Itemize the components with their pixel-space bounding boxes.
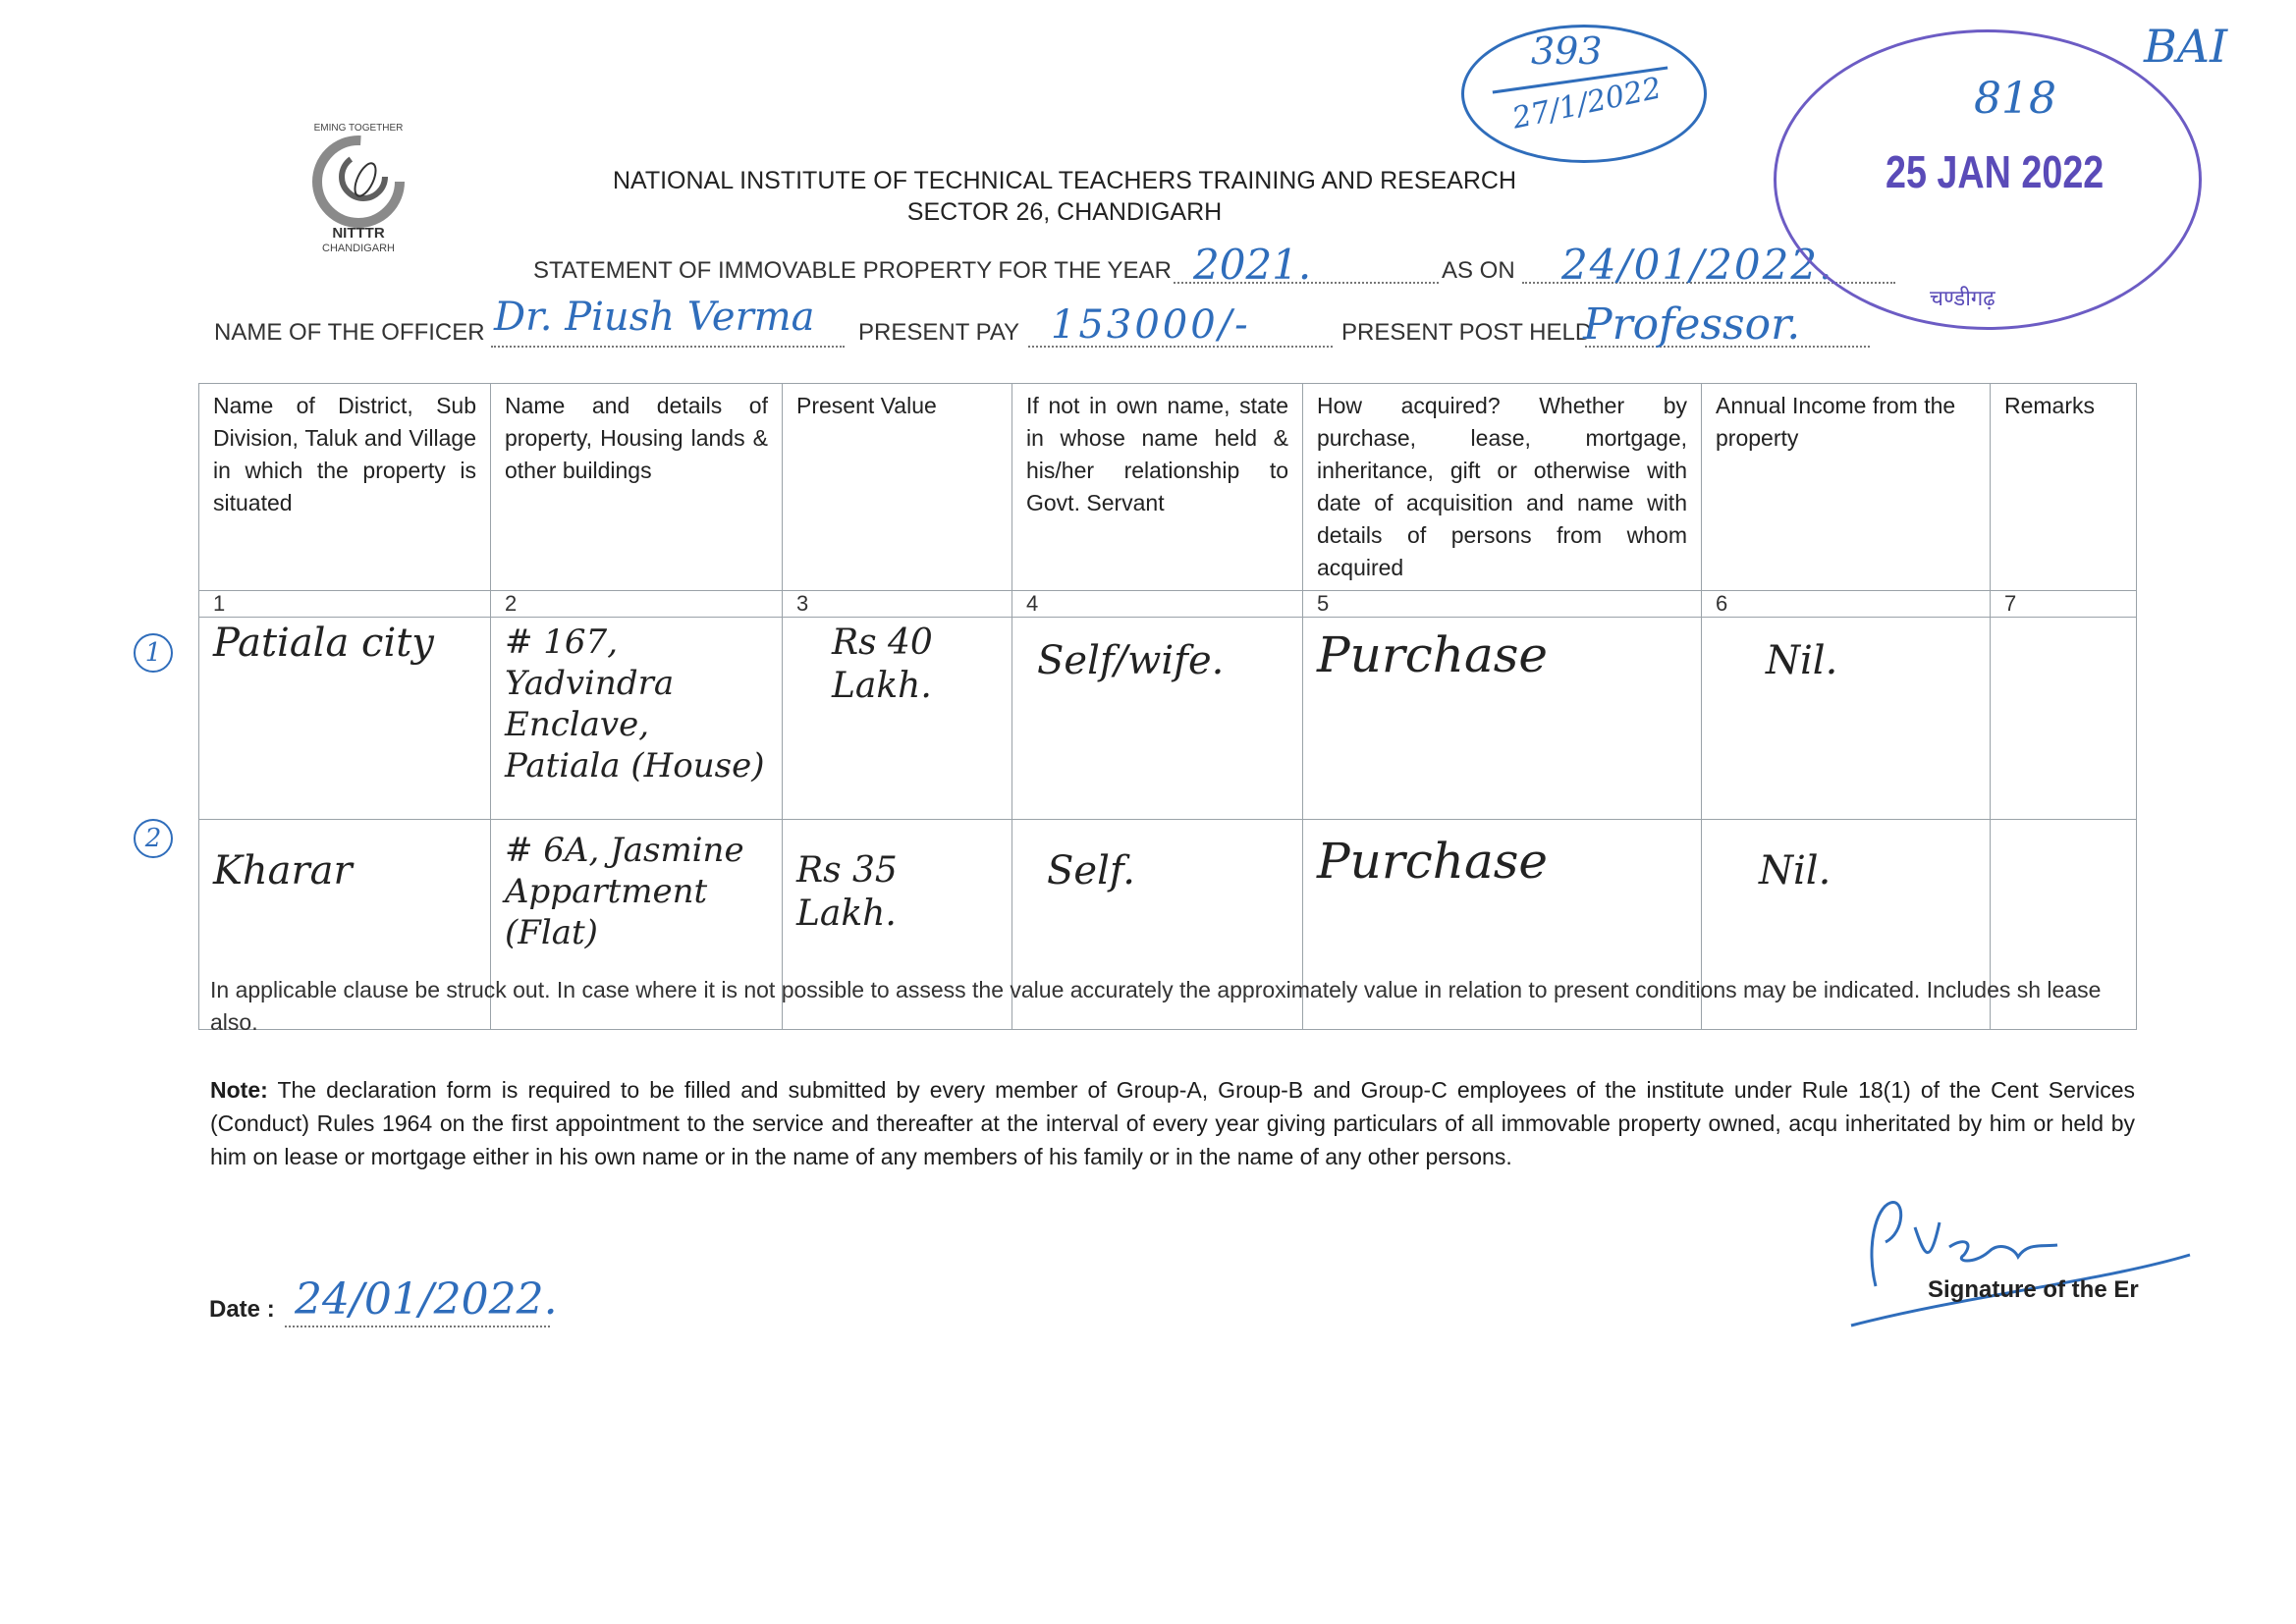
date-label: Date :	[209, 1296, 275, 1323]
row-marker: 2	[134, 819, 173, 858]
date-value: 24/01/2022.	[295, 1274, 558, 1325]
signature-label: Signature of the Er	[1928, 1276, 2139, 1303]
clause-text: In applicable clause be struck out. In case where it is not possible to assess the value accurately the approximately value in relation to present conditions may be indicated. Includes sh lease also.	[210, 977, 2102, 1035]
institute-address: SECTOR 26, CHANDIGARH	[906, 198, 1223, 226]
note-text: The declaration form is required to be filled and submitted by every member of Group-A, Group-B and Group-C employees of the institute under Rule 18(1) of the Cent Services (Conduct) Rules 1964 on the first appointment to the service and thereafter at the interval of every year giving particulars of all immovable property owned, acqu inheritated by him or held by him on lease or mortgage either in his own name or in the name of any members of his family or in the name of any other persons.	[210, 1077, 2135, 1169]
as-on-label: AS ON	[1442, 257, 1515, 284]
office-stamp-date: 25 JAN 2022	[1886, 146, 2105, 197]
institute-name: NATIONAL INSTITUTE OF TECHNICAL TEACHERS TRAINING AND RESEARCH	[612, 167, 1517, 194]
column-number: 4	[1012, 591, 1303, 618]
cell-district: Patiala city	[199, 618, 491, 820]
officer-name-label: NAME OF THE OFFICER	[214, 319, 485, 346]
cell-how-acquired: Purchase	[1303, 618, 1702, 820]
cell-district: Kharar	[199, 820, 491, 1030]
header-present-value: Present Value	[783, 384, 1012, 591]
logo-subtext: CHANDIGARH	[322, 243, 395, 254]
as-on-date: 24/01/2022.	[1561, 241, 1834, 289]
property-table	[198, 383, 2137, 1030]
cell-property-details: # 6A, Jasmine Appartment (Flat)	[491, 820, 783, 1030]
office-stamp-city: चण्डीगढ़	[1930, 287, 1995, 311]
cell-how-acquired: Purchase	[1303, 820, 1702, 1030]
column-number: 5	[1303, 591, 1702, 618]
header-whose-name: If not in own name, state in whose name held & his/her relationship to Govt. Servant	[1012, 384, 1303, 591]
header-how-acquired: How acquired? Whether by purchase, lease, mortgage, inheritance, gift or otherwise with date of acquisition and name with details of persons from whom acquired	[1303, 384, 1702, 591]
statement-title: STATEMENT OF IMMOVABLE PROPERTY FOR THE YEAR	[533, 257, 1172, 284]
date-underline	[285, 1326, 550, 1327]
cell-remarks	[1991, 618, 2137, 820]
cell-annual-income: Nil.	[1702, 618, 1991, 820]
column-number: 1	[199, 591, 491, 618]
column-number: 2	[491, 591, 783, 618]
column-number: 7	[1991, 591, 2137, 618]
present-pay-label: PRESENT PAY	[858, 319, 1020, 346]
annotation-text: BAI	[2144, 20, 2228, 73]
present-pay: 153000/-	[1051, 302, 1251, 348]
header-district: Name of District, Sub Division, Taluk and Village in which the property is situated	[199, 384, 491, 591]
table-header-row	[199, 384, 2137, 591]
note-label: Note:	[210, 1077, 268, 1103]
cell-present-value: Rs 40 Lakh.	[783, 618, 1012, 820]
cell-present-value: Rs 35 Lakh.	[783, 820, 1012, 1030]
statement-year: 2021.	[1193, 241, 1312, 289]
row-marker: 1	[134, 633, 173, 673]
cell-property-details: # 167, Yadvindra Enclave, Patiala (House)	[491, 618, 783, 820]
present-post-label: PRESENT POST HELD	[1341, 319, 1593, 346]
header-remarks: Remarks	[1991, 384, 2137, 591]
officer-name-underline	[491, 346, 845, 348]
declaration-note	[210, 1073, 2135, 1173]
header-property-details: Name and details of property, Housing lands & other buildings	[491, 384, 783, 591]
inward-stamp	[1461, 25, 1707, 163]
inward-number: 393	[1531, 29, 1603, 73]
officer-name: Dr. Piush Verma	[494, 295, 815, 340]
cell-annual-income: Nil.	[1702, 820, 1991, 1030]
inward-date: 27/1/2022	[1509, 71, 1665, 136]
logo-text: NITTTR	[332, 225, 385, 242]
table-row	[199, 618, 2137, 820]
header-annual-income: Annual Income from the property	[1702, 384, 1991, 591]
column-number: 6	[1702, 591, 1991, 618]
office-stamp-number: 818	[1974, 74, 2056, 124]
column-number: 3	[783, 591, 1012, 618]
signature-mark-icon	[1846, 1188, 2200, 1335]
logo-ring-text: EMING TOGETHER	[313, 123, 404, 134]
column-number-row	[199, 591, 2137, 618]
cell-whose-name: Self/wife.	[1012, 618, 1303, 820]
present-post: Professor.	[1583, 299, 1801, 350]
cell-whose-name: Self.	[1012, 820, 1303, 1030]
